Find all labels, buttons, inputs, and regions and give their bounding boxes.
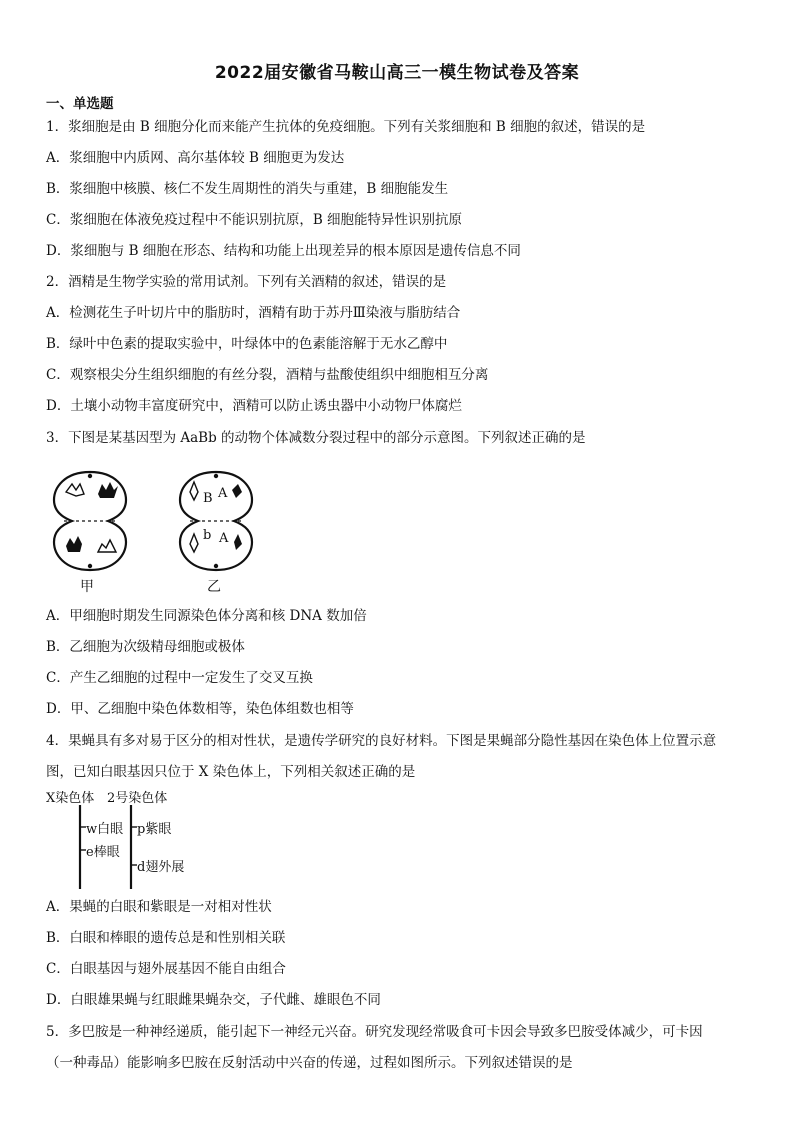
q4-stem-line1: 4．果蝇具有多对易于区分的相对性状，是遗传学研究的良好材料。下图是果蝇部分隐性基因在染色体上位置示意 (46, 733, 717, 749)
q4-option-b: B．白眼和棒眼的遗传总是和性别相关联 (46, 930, 286, 946)
q2-option-c: C．观察根尖分生组织细胞的有丝分裂，酒精与盐酸使组织中细胞相互分离 (46, 367, 489, 383)
cell-jia-label: 甲 (80, 579, 94, 595)
q1-option-a: A．浆细胞中内质网、高尔基体较 B 细胞更为发达 (46, 150, 345, 166)
section-heading: 一、单选题 (46, 96, 114, 112)
q2-stem: 2．酒精是生物学实验的常用试剂。下列有关酒精的叙述，错误的是 (46, 274, 447, 290)
q2-option-a: A．检测花生子叶切片中的脂肪时，酒精有助于苏丹Ⅲ染液与脂肪结合 (46, 305, 461, 321)
q5-stem-line2: （一种毒品）能影响多巴胺在反射活动中兴奋的传递，过程如图所示。下列叙述错误的是 (46, 1055, 573, 1071)
gene-b-lower-label: b (203, 528, 212, 543)
q4-option-c: C．白眼基因与翅外展基因不能自由组合 (46, 961, 286, 977)
gene-e-label: e棒眼 (86, 845, 120, 860)
gene-b-upper-label: B (203, 491, 213, 506)
q4-option-d: D．白眼雄果蝇与红眼雌果蝇杂交，子代雌、雄眼色不同 (46, 992, 381, 1008)
gene-a-lower-label: A (219, 531, 229, 546)
gene-p-label: p紫眼 (137, 822, 172, 837)
chromosome-2-label: 2号染色体 (107, 791, 168, 806)
cell-jia-diagram (50, 466, 130, 576)
q4-option-a: A．果蝇的白眼和紫眼是一对相对性状 (46, 899, 272, 915)
q2-option-d: D．土壤小动物丰富度研究中，酒精可以防止诱虫器中小动物尸体腐烂 (46, 398, 462, 414)
q3-stem: 3．下图是某基因型为 AaBb 的动物个体减数分裂过程中的部分示意图。下列叙述正确的是 (46, 430, 586, 446)
q2-option-b: B．绿叶中色素的提取实验中，叶绿体中的色素能溶解于无水乙醇中 (46, 336, 448, 352)
q4-stem-line2: 图，已知白眼基因只位于 X 染色体上，下列相关叙述正确的是 (46, 764, 416, 780)
q3-option-c: C．产生乙细胞的过程中一定发生了交叉互换 (46, 670, 313, 686)
q1-option-d: D．浆细胞与 B 细胞在形态、结构和功能上出现差异的根本原因是遗传信息不同 (46, 243, 521, 259)
q5-stem-line1: 5．多巴胺是一种神经递质，能引起下一神经元兴奋。研究发现经常吸食可卡因会导致多巴胺受体减少，可卡因 (46, 1024, 703, 1040)
gene-d-label: d翅外展 (137, 860, 185, 875)
q1-option-b: B．浆细胞中核膜、核仁不发生周期性的消失与重建，B 细胞能发生 (46, 181, 449, 197)
cell-yi-diagram (176, 466, 256, 576)
q3-option-d: D．甲、乙细胞中染色体数相等，染色体组数也相等 (46, 701, 354, 717)
x-chromosome-label: X染色体 (46, 791, 95, 806)
q3-option-b: B．乙细胞为次级精母细胞或极体 (46, 639, 245, 655)
cell-yi-label: 乙 (207, 579, 221, 595)
gene-a-upper-label: A (218, 486, 228, 501)
page-title: 2022届安徽省马鞍山高三一模生物试卷及答案 (214, 63, 580, 83)
q1-option-c: C．浆细胞在体液免疫过程中不能识别抗原，B 细胞能特异性识别抗原 (46, 212, 463, 228)
q1-stem: 1．浆细胞是由 B 细胞分化而来能产生抗体的免疫细胞。下列有关浆细胞和 B 细胞的叙述，错误的是 (46, 119, 646, 135)
q3-option-a: A．甲细胞时期发生同源染色体分离和核 DNA 数加倍 (46, 608, 367, 624)
gene-w-label: w白眼 (86, 822, 124, 837)
